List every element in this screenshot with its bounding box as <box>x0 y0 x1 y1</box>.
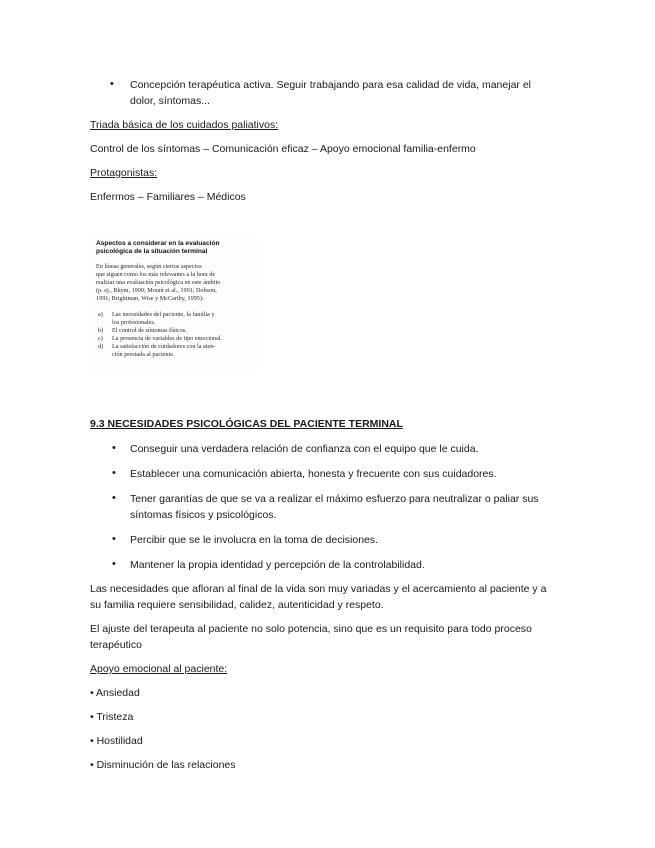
bullet-marker: • <box>110 78 114 90</box>
scan-item-text: los profesionales. <box>112 319 156 326</box>
scan-item-text: Las necesidades del paciente, la familia y <box>112 311 215 318</box>
apoyo-item: • Hostilidad <box>90 735 143 747</box>
section-bullet-3-line-2: síntomas físicos y psicológicos. <box>130 509 277 521</box>
scan-item-mark: c) <box>98 335 103 342</box>
section-bullet-4: Percibir que se le involucra en la toma de decisiones. <box>130 534 379 546</box>
apoyo-item: • Disminución de las relaciones <box>90 759 236 771</box>
scan-item-text: El control de síntomas físicos. <box>112 327 187 334</box>
bullet-marker: • <box>112 558 116 570</box>
scan-item-mark: b) <box>98 327 104 334</box>
scan-title-line-1: Aspectos a considerar en la evaluación <box>96 240 220 247</box>
scan-title-line-2: psicológica de la situación terminal <box>96 248 208 255</box>
scan-item-text: La satisfacción de cuidadores con la aten- <box>112 343 216 350</box>
bullet-marker: • <box>112 442 116 454</box>
scan-item-text: ción prestada al paciente. <box>112 351 175 358</box>
scan-para-line: que siguen como los más relevantes a la hora de <box>96 271 216 278</box>
intro-bullet-line-2: dolor, síntomas... <box>130 95 210 107</box>
scan-item-mark: a) <box>98 311 103 318</box>
scan-para-line: realizar una evaluación psicológica en este ámbito <box>96 279 221 286</box>
scan-para-line: 1991; Brightman, Wise y McCarthy, 1995): <box>96 295 204 302</box>
paragraph-1-line-1: Las necesidades que afloran al final de la vida son muy variadas y el acercamiento al paciente y a <box>90 583 547 595</box>
scan-para-line: (p. ej., Rhym, 1990; Mount et al., 1991; Dobson, <box>96 287 217 294</box>
intro-bullet-line-1: Concepción terapéutica activa. Seguir trabajando para esa calidad de vida, manejar el <box>130 79 531 91</box>
scan-item-mark: d) <box>98 343 104 350</box>
protagonistas-heading: Protagonistas: <box>90 167 158 179</box>
bullet-marker: • <box>112 533 116 545</box>
section-heading: 9.3 NECESIDADES PSICOLÓGICAS DEL PACIENTE TERMINAL <box>90 418 403 430</box>
bullet-marker: • <box>112 467 116 479</box>
scan-item-text: La presencia de variables de tipo emocional. <box>112 335 223 342</box>
apoyo-item: • Tristeza <box>90 711 134 723</box>
section-bullet-3-line-1: Tener garantías de que se va a realizar el máximo esfuerzo para neutralizar o paliar sus <box>130 493 539 505</box>
triada-text: Control de los síntomas – Comunicación eficaz – Apoyo emocional familia-enfermo <box>90 143 476 155</box>
section-bullet-2: Establecer una comunicación abierta, honesta y frecuente con sus cuidadores. <box>130 468 497 480</box>
paragraph-2-line-2: terapéutico <box>90 639 142 651</box>
scanned-excerpt <box>90 236 258 370</box>
bullet-marker: • <box>112 492 116 504</box>
protagonistas-text: Enfermos – Familiares – Médicos <box>90 191 246 203</box>
apoyo-heading: Apoyo emocional al paciente: <box>90 663 228 675</box>
apoyo-item: • Ansiedad <box>90 687 140 699</box>
paragraph-2-line-1: El ajuste del terapeuta al paciente no solo potencia, sino que es un requisito para todo proceso <box>90 623 532 635</box>
section-bullet-1: Conseguir una verdadera relación de confianza con el equipo que le cuida. <box>130 443 479 455</box>
paragraph-1-line-2: su familia requiere sensibilidad, calidez, autenticidad y respeto. <box>90 599 384 611</box>
triada-heading: Triada básica de los cuidados paliativos: <box>90 119 279 131</box>
section-bullet-5: Mantener la propia identidad y percepción de la controlabilidad. <box>130 559 425 571</box>
scan-para-line: En líneas generales, según ciertos aspectos <box>96 263 202 270</box>
